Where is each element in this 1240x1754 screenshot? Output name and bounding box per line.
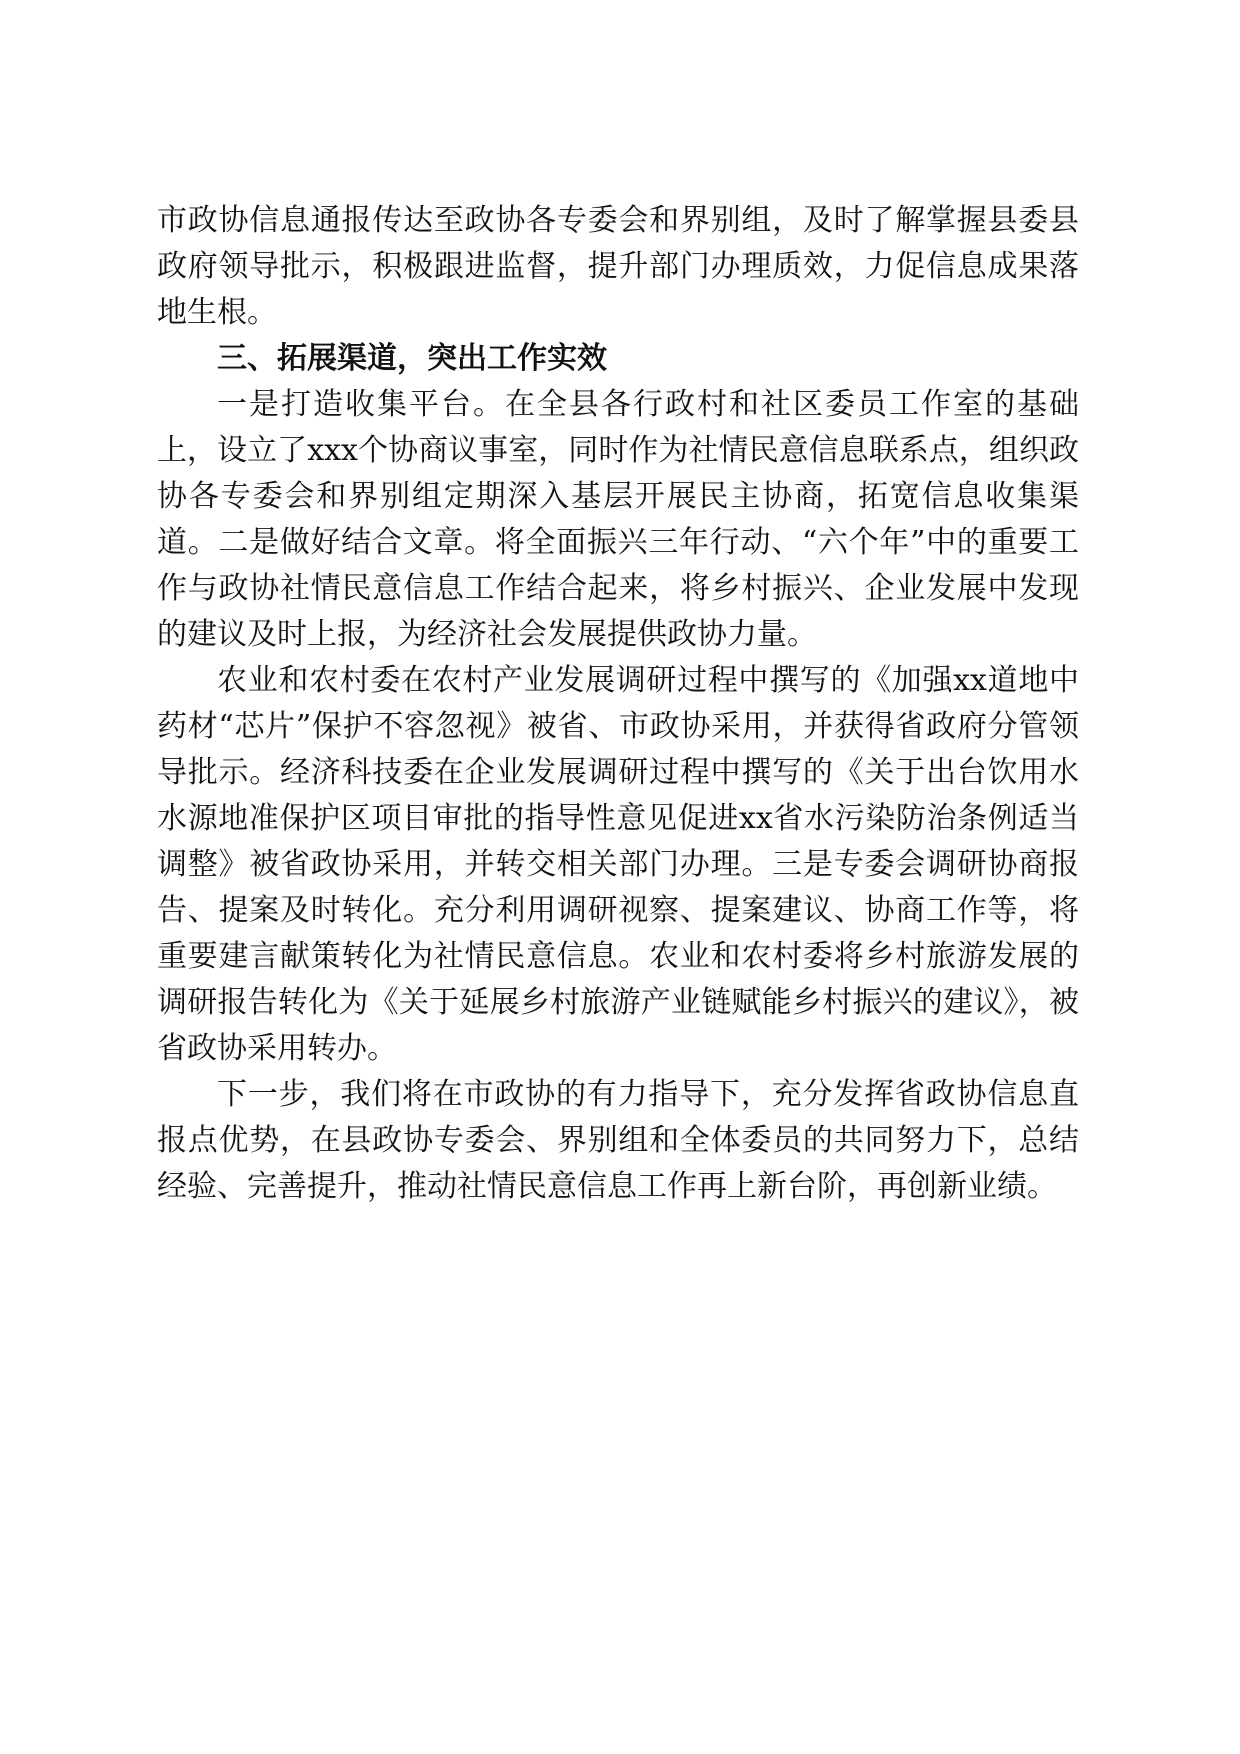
paragraph-channels: 一是打造收集平台。在全县各行政村和社区委员工作室的基础上，设立了xxx个协商议事室，同时作为社情民意信息联系点，组织政协各专委会和界别组定期深入基层开展民主协商，拓宽信息收集渠道。二是做好结合文章。将全面振兴三年行动、“六个年”中的重要工作与政协社情民意信息工作结合起来，将乡村振兴、企业发展中发现的建议及时上报，为经济社会发展提供政协力量。 bbox=[157, 387, 1079, 652]
paragraph-next-step: 下一步，我们将在市政协的有力指导下，充分发挥省政协信息直报点优势，在县政协专委会、界别组和全体委员的共同努力下，总结经验、完善提升，推动社情民意信息工作再上新台阶，再创新业绩。 bbox=[157, 1077, 1079, 1204]
section-heading: 三、拓展渠道，突出工作实效 bbox=[217, 341, 607, 376]
paragraph-continuation: 市政协信息通报传达至政协各专委会和界别组，及时了解掌握县委县政府领导批示，积极跟进监督，提升部门办理质效，力促信息成果落地生根。 bbox=[157, 203, 1079, 330]
paragraph-examples: 农业和农村委在农村产业发展调研过程中撰写的《加强xx道地中药材“芯片”保护不容忽视》被省、市政协采用，并获得省政府分管领导批示。经济科技委在企业发展调研过程中撰写的《关于出台饮用水水源地准保护区项目审批的指导性意见促进xx省水污染防治条例适当调整》被省政协采用，并转交相关部门办理。三是专委会调研协商报告、提案及时转化。充分利用调研视察、提案建议、协商工作等，将重要建言献策转化为社情民意信息。农业和农村委将乡村旅游发展的调研报告转化为《关于延展乡村旅游产业链赋能乡村振兴的建议》，被省政协采用转办。 bbox=[157, 663, 1079, 1066]
document-body bbox=[157, 198, 1079, 1210]
